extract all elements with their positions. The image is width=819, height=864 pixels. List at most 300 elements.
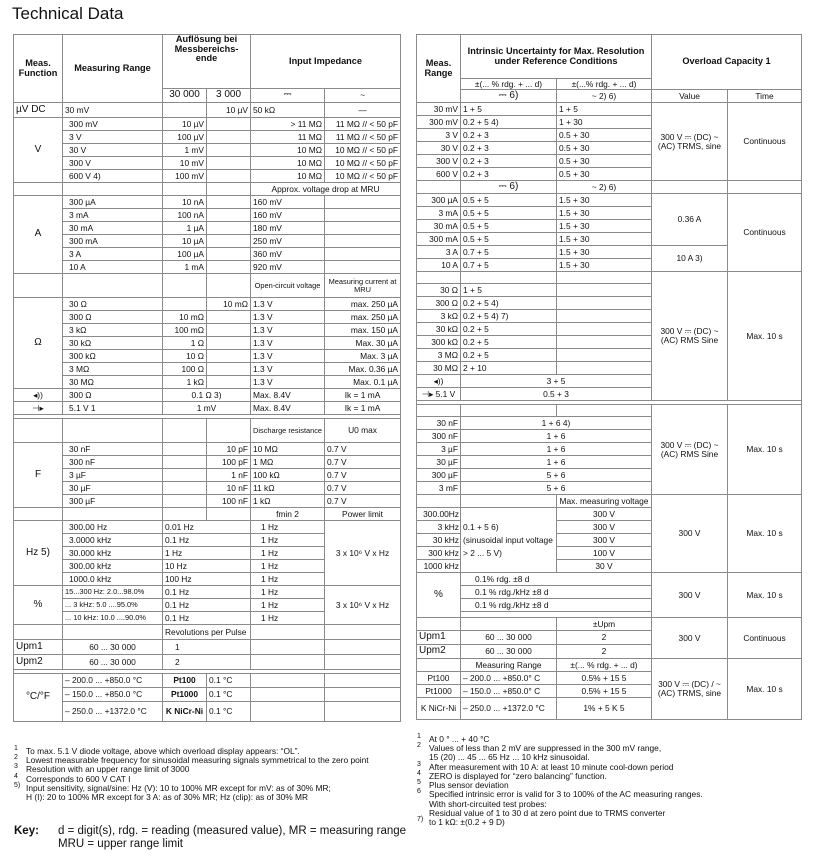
range-cell: 3 mF: [417, 482, 461, 495]
range-cell: 3 µF: [417, 443, 461, 456]
uncertainty-cell: 0.2 + 5: [461, 349, 557, 362]
res-cell: 10 µV: [207, 103, 251, 118]
empty-cell: [207, 508, 251, 521]
measuring-current-cell: Max. 30 µA: [325, 337, 401, 350]
range-cell: 300 V: [63, 157, 163, 170]
empty-cell: [325, 222, 401, 235]
res-cell: 0.1 °C: [207, 702, 251, 722]
res-cell: 1 Ω: [163, 337, 207, 350]
range-cell: ... 3 kHz: 5.0 ....95.0%: [63, 599, 163, 612]
temperature-section: [417, 659, 802, 720]
overload-cell: 300 V: [652, 618, 728, 659]
key-label: Key:: [14, 825, 39, 837]
voltage-drop-cell: 160 mV: [251, 209, 325, 222]
range-cell: 3 kHz: [417, 521, 461, 534]
footnote-text: Lowest measurable frequency for sinusoidal measuring signals symmetrical to the zero point: [26, 755, 369, 766]
empty-cell: [325, 674, 401, 688]
max-voltage-cell: 30 V: [557, 560, 652, 573]
range-cell: 1000 kHz: [417, 560, 461, 573]
empty-cell: [163, 183, 207, 196]
rpm-section: [417, 618, 802, 659]
empty-cell: [557, 336, 652, 349]
uncertainty-cell: 0.7 + 5: [461, 259, 557, 272]
upm1-row: [14, 640, 401, 655]
res-cell: 10 nF: [207, 482, 251, 495]
time-cell: Continuous: [728, 194, 802, 272]
empty-cell: [163, 469, 207, 482]
range-cell: 3 mA: [417, 207, 461, 220]
empty-cell: [207, 274, 251, 298]
capacitance-row: [14, 495, 401, 508]
discharge-cell: 1 MΩ: [251, 456, 325, 469]
resistance-row: [14, 363, 401, 376]
range-cell: – 200.0 ... +850.0° C: [461, 672, 557, 685]
u0max-cell: 0.7 V: [325, 495, 401, 508]
func-temperature: °C/°F: [14, 674, 63, 722]
range-cell: – 250.0 ... +1372.0 °C: [461, 698, 557, 720]
range-cell: 300 mV: [63, 118, 163, 131]
range-cell: 60 ... 30 000: [461, 631, 557, 645]
range-cell: ... 10 kHz: 10.0 ....90.0%: [63, 612, 163, 625]
sensor-cell: Pt1000: [163, 688, 207, 702]
res-cell: [207, 363, 251, 376]
uncertainty-cell: 3 + 5: [461, 375, 652, 388]
power-limit-header: Power limit: [325, 508, 401, 521]
res-cell: 100 Hz: [163, 573, 251, 586]
footnote-text: After measurement with 10 A: at least 10 minute cool-down period: [429, 761, 674, 772]
resistance-row: [14, 337, 401, 350]
empty-cell: [325, 196, 401, 209]
res-cell: [163, 298, 207, 311]
footnote-marker: 2: [417, 742, 421, 750]
resistance-row: [14, 298, 401, 311]
empty-cell: [557, 297, 652, 310]
uncertainty-cell: 0.5 + 30: [557, 155, 652, 168]
footnote-marker: 3: [417, 760, 421, 768]
fmin-cell: 1 Hz: [251, 586, 325, 599]
capacitance-header-row: [14, 419, 401, 443]
empty-cell: [251, 674, 325, 688]
capacitance-section: [417, 405, 802, 495]
footnote-marker: 3: [14, 763, 18, 771]
current-row: [417, 194, 802, 207]
voltage-row: [14, 157, 401, 170]
current-row: [14, 235, 401, 248]
range-cell: 30 MΩ: [63, 376, 163, 389]
max-voltage-header: Max. measuring voltage: [557, 495, 652, 508]
key-legend: [14, 825, 406, 851]
open-circuit-header: Open-circuit voltage: [251, 274, 325, 298]
ac-symbol-icon: ~: [325, 89, 401, 103]
time-cell: Continuous: [728, 618, 802, 659]
open-circuit-cell: 1.3 V: [251, 324, 325, 337]
range-cell: 30.000 kHz: [63, 547, 163, 560]
footnote: [14, 793, 409, 802]
range-cell: 300 mA: [417, 233, 461, 246]
res-cell: 10 Ω: [163, 350, 207, 363]
open-circuit-cell: Max. 8.4V: [251, 389, 325, 402]
sensor-cell: Pt1000: [417, 685, 461, 698]
empty-cell: [461, 272, 557, 284]
overload-cell: 300 V: [652, 573, 728, 618]
duty-cycle-row: [14, 586, 401, 599]
value-cell: 1: [163, 640, 251, 655]
sensor-cell: K NiCr-Ni: [417, 698, 461, 720]
capacitance-row: [14, 482, 401, 495]
empty-cell: [557, 349, 652, 362]
voltage-row: [14, 131, 401, 144]
fmin-cell: 1 Hz: [251, 573, 325, 586]
res-cell: [207, 157, 251, 170]
func-resistance: Ω: [14, 298, 63, 389]
range-cell: 300.00 kHz: [63, 560, 163, 573]
func-capacitance: F: [14, 443, 63, 508]
open-circuit-cell: 1.3 V: [251, 337, 325, 350]
uncertainty-cell: (sinusoidal input voltage: [461, 534, 557, 547]
power-limit-cell: 3 x 10⁶ V x Hz: [325, 586, 401, 625]
uncertainty-cell: 1.5 + 30: [557, 246, 652, 259]
footnote-text: To max. 5.1 V diode voltage, above which overload display appears: “OL”.: [26, 746, 300, 756]
footnote-text: to 1 kΩ: ±(0.2 + 9 D): [429, 817, 505, 828]
res-cell: [163, 103, 207, 118]
empty-cell: [163, 508, 207, 521]
empty-cell: [63, 419, 163, 443]
u0max-cell: 0.7 V: [325, 469, 401, 482]
res-cell: 1 mA: [163, 261, 207, 274]
resistance-row: [14, 376, 401, 389]
open-circuit-cell: 1.3 V: [251, 363, 325, 376]
res-cell: 100 Ω: [163, 363, 207, 376]
header-resolution: Auflösung bei Messbereichs- ende: [163, 35, 251, 89]
range-cell: – 250.0 ... +1372.0 °C: [63, 702, 163, 722]
left-spec-table: [13, 34, 401, 722]
res-cell: 10 mΩ: [163, 311, 207, 324]
frequency-section: [417, 495, 802, 573]
fmin-cell: 1 Hz: [251, 612, 325, 625]
range-cell: 300 nF: [63, 456, 163, 469]
key-line1: d = digit(s), rdg. = reading (measured value), MR = measuring range: [58, 825, 407, 837]
res-cell: 100 nA: [163, 209, 207, 222]
empty-cell: [417, 618, 461, 631]
impedance-cell: 10 MΩ // < 50 pF: [325, 157, 401, 170]
ac-symbol-icon: ~ 2) 6): [557, 181, 652, 194]
open-circuit-cell: 1.3 V: [251, 350, 325, 363]
footnotes-right: [417, 735, 812, 827]
range-cell: 300 kHz: [417, 547, 461, 560]
footnotes-left: [14, 747, 409, 802]
empty-cell: [14, 508, 63, 521]
func-voltage: V: [14, 118, 63, 183]
rpp-header: Revolutions per Pulse: [163, 625, 251, 640]
range-cell: 3.0000 kHz: [63, 534, 163, 547]
range-cell: 300 kΩ: [417, 336, 461, 349]
overload-cell: 300 V ⎓ (DC) ~ (AC) RMS Sine: [652, 272, 728, 401]
res-cell: [207, 324, 251, 337]
uncertainty-cell: 2: [557, 631, 652, 645]
voltage-row: [14, 144, 401, 157]
resistance-row: [14, 311, 401, 324]
empty-cell: [557, 272, 652, 284]
empty-cell: [163, 443, 207, 456]
header-impedance: Input Impedance: [251, 35, 401, 89]
uncertainty-cell: 2: [557, 645, 652, 659]
discharge-header: Discharge resistance: [251, 419, 325, 443]
header-range: Measuring Range: [63, 35, 163, 103]
impedance-cell: 10 MΩ: [251, 170, 325, 183]
max-voltage-cell: 100 V: [557, 547, 652, 560]
measuring-current-cell: Ik = 1 mA: [325, 389, 401, 402]
res-cell: [207, 311, 251, 324]
uncertainty-cell: 0.2 + 3: [461, 142, 557, 155]
rpp-row: [14, 625, 401, 640]
empty-cell: [163, 482, 207, 495]
open-circuit-cell: Max. 8.4V: [251, 402, 325, 415]
range-cell: 30 V: [63, 144, 163, 157]
res-cell: 1 Hz: [163, 547, 251, 560]
res-cell: 100 mΩ: [163, 324, 207, 337]
uncertainty-cell: 0.1 % rdg./kHz ±8 d: [461, 586, 652, 599]
max-voltage-cell: 300 V: [557, 508, 652, 521]
res-cell: 0.1 Hz: [163, 612, 251, 625]
header-uncertainty: Intrinsic Uncertainty for Max. Resolution under Reference Conditions: [461, 35, 652, 79]
res-cell: 0.1 Hz: [163, 599, 251, 612]
discharge-cell: 1 kΩ: [251, 495, 325, 508]
footnote-text: Specified intrinsic error is valid for 3 to 100% of the AC measuring ranges.: [429, 789, 703, 800]
uncertainty-cell: 0.2 + 5: [461, 336, 557, 349]
continuity-icon: ◂)): [14, 389, 63, 402]
range-cell: 3 V: [417, 129, 461, 142]
range-cell: 300 kΩ: [63, 350, 163, 363]
empty-cell: [557, 405, 652, 417]
measuring-current-cell: max. 250 µA: [325, 298, 401, 311]
uncertainty-cell: 0.5 + 5: [461, 220, 557, 233]
res-cell: [207, 118, 251, 131]
uncertainty-cell: 5 + 6: [461, 482, 652, 495]
uncertainty-cell: 1.5 + 30: [557, 207, 652, 220]
uncertainty-cell: 0.2 + 5 4) 7): [461, 310, 557, 323]
resistance-row: [14, 324, 401, 337]
fmin-cell: 1 Hz: [251, 547, 325, 560]
range-cell: 30 kHz: [417, 534, 461, 547]
uncertainty-cell: 0.5 + 3: [461, 388, 652, 401]
current-row: [14, 196, 401, 209]
empty-cell: [417, 495, 461, 508]
res-cell: [207, 261, 251, 274]
overload-cell: 300 V ⎓ (DC) ~ (AC) RMS Sine: [652, 405, 728, 495]
voltage-drop-cell: 250 mV: [251, 235, 325, 248]
range-cell: 30 nF: [417, 417, 461, 430]
frequency-row: [14, 521, 401, 534]
range-cell: 30 mA: [417, 220, 461, 233]
resistance-spacer-row: [417, 272, 802, 284]
overload-cell: 300 V ⎓ (DC) / ~ (AC) TRMS, sine: [652, 659, 728, 720]
func-upm1: Upm1: [14, 640, 63, 655]
range-cell: – 150.0 ... +850.0° C: [461, 685, 557, 698]
range-cell: 1000.0 kHz: [63, 573, 163, 586]
temperature-row: [14, 674, 401, 688]
footnote-marker: 7): [417, 816, 424, 824]
func-current: A: [14, 196, 63, 274]
resistance-header-row: [14, 274, 401, 298]
upm-header: ±Upm: [557, 618, 652, 631]
res-cell: 100 µA: [163, 248, 207, 261]
range-cell: 600 V: [417, 168, 461, 181]
res-cell: [207, 144, 251, 157]
time-cell: Max. 10 s: [728, 272, 802, 401]
uncertainty-cell: 0.5 + 30: [557, 142, 652, 155]
time-cell: Max. 10 s: [728, 495, 802, 573]
discharge-cell: 11 kΩ: [251, 482, 325, 495]
range-cell: 30 kΩ: [417, 323, 461, 336]
measuring-current-cell: max. 150 µA: [325, 324, 401, 337]
res-cell: 10 mΩ: [207, 298, 251, 311]
capacitance-row: [14, 469, 401, 482]
range-cell: 3 kΩ: [417, 310, 461, 323]
header-function: Meas. Function: [14, 35, 63, 103]
footnote-marker: 4: [14, 772, 18, 780]
range-cell: 3 MΩ: [63, 363, 163, 376]
impedance-cell: —: [325, 103, 401, 118]
current-header-row: [417, 181, 802, 194]
empty-cell: [325, 261, 401, 274]
footnote-marker: 1: [14, 745, 18, 752]
res-cell: 10 pF: [207, 443, 251, 456]
res-cell: 10 mV: [163, 157, 207, 170]
overload-cell: 300 V: [652, 495, 728, 573]
page-title: Technical Data: [12, 4, 124, 23]
empty-cell: [417, 405, 461, 417]
empty-cell: [251, 702, 325, 722]
empty-cell: [163, 495, 207, 508]
overload-cell: 10 A 3): [652, 246, 728, 272]
empty-cell: [163, 419, 207, 443]
measuring-current-header: Measuring current at MRU: [325, 274, 401, 298]
overload-cell: 300 V ⎓ (DC) ~ (AC) TRMS, sine: [652, 103, 728, 181]
footnote-text: At 0 ° ... + 40 °C: [429, 734, 490, 744]
header-range: Meas. Range: [417, 35, 461, 103]
footnote-marker: 1: [417, 733, 421, 740]
uncertainty-cell: 0.2 + 5: [461, 323, 557, 336]
sensor-cell: Pt100: [163, 674, 207, 688]
discharge-cell: 10 MΩ: [251, 443, 325, 456]
range-cell: 60 ... 30 000: [63, 655, 163, 670]
empty-cell: [14, 274, 63, 298]
capacitance-row: [14, 443, 401, 456]
uncertainty-cell: 0.2 + 3: [461, 168, 557, 181]
uvdc-row: [417, 103, 802, 116]
header-value: Value: [652, 90, 728, 103]
uncertainty-cell: 1.5 + 30: [557, 233, 652, 246]
uncertainty-cell: 1.5 + 30: [557, 259, 652, 272]
impedance-cell: 11 MΩ // < 50 pF: [325, 118, 401, 131]
header-res-30000: 30 000: [163, 89, 207, 103]
footnote-marker: 6: [417, 788, 421, 796]
footnote-text: Input sensitivity, signal/sine: Hz (V): 10 to 100% MR except for mV: as of 30% MR;: [26, 782, 331, 793]
range-cell: 10 A: [417, 259, 461, 272]
voltage-drop-cell: 160 mV: [251, 196, 325, 209]
header-unc-a: ±(... % rdg. + ... d): [461, 79, 557, 90]
key-line2: MRU = upper range limit: [58, 838, 183, 851]
range-cell: 300 µA: [417, 194, 461, 207]
range-cell: 300 Ω: [417, 297, 461, 310]
cont-row: [14, 389, 401, 402]
range-cell: 300 Ω: [63, 389, 163, 402]
footnote-text: Corresponds to 600 V CAT I: [26, 773, 131, 784]
footnote-text: Residual value of 1 to 30 d at zero point due to TRMS converter: [429, 807, 666, 818]
uncertainty-cell: 1.5 + 30: [557, 194, 652, 207]
empty-cell: [207, 419, 251, 443]
diode-icon: ⊣▸: [14, 402, 63, 415]
empty-cell: [14, 183, 63, 196]
empty-cell: [652, 181, 728, 194]
footnote-text: Resolution with an upper range limit of 3000: [26, 764, 190, 775]
measuring-current-cell: Ik = 1 mA: [325, 402, 401, 415]
impedance-cell: 10 MΩ // < 50 pF: [325, 170, 401, 183]
range-cell: 300 Ω: [63, 311, 163, 324]
current-row: [14, 209, 401, 222]
empty-cell: [557, 284, 652, 297]
func-frequency: Hz 5): [14, 521, 63, 586]
footnote: [417, 818, 812, 827]
range-cell: 30 mA: [63, 222, 163, 235]
current-header-row: [14, 183, 401, 196]
uncertainty-cell: 1 + 5: [461, 103, 557, 116]
current-row: [14, 248, 401, 261]
open-circuit-cell: 1.3 V: [251, 298, 325, 311]
header-time: Time: [728, 90, 802, 103]
uncertainty-cell: 0.5 + 30: [557, 129, 652, 142]
duty-cycle-section: [417, 573, 802, 618]
time-cell: Max. 10 s: [728, 405, 802, 495]
empty-cell: [417, 272, 461, 284]
res-cell: [207, 170, 251, 183]
range-cell: 30 MΩ: [417, 362, 461, 375]
temperature-section: [14, 674, 401, 722]
res-cell: 10 nA: [163, 196, 207, 209]
range-cell: 30 µF: [417, 456, 461, 469]
empty-cell: [557, 362, 652, 375]
res-cell: [207, 196, 251, 209]
empty-cell: [325, 688, 401, 702]
u0max-cell: 0.7 V: [325, 482, 401, 495]
uncertainty-cell: 0.5 + 5: [461, 207, 557, 220]
resistance-row: [14, 350, 401, 363]
voltage-drop-header: Approx. voltage drop at MRU: [251, 183, 401, 196]
range-cell: 60 ... 30 000: [461, 645, 557, 659]
range-cell: 30 µF: [63, 482, 163, 495]
res-cell: 0.1 °C: [207, 688, 251, 702]
footnote-text: Values of less than 2 mV are suppressed in the 300 mV range,: [429, 743, 662, 754]
func-duty-cycle: %: [14, 586, 63, 625]
measuring-current-cell: Max. 0.36 µA: [325, 363, 401, 376]
res-cell: 0.1 °C: [207, 674, 251, 688]
max-voltage-cell: 300 V: [557, 534, 652, 547]
res-cell: 0.1 Ω 3): [163, 389, 251, 402]
range-cell: 30 mV: [417, 103, 461, 116]
res-cell: 10 µA: [163, 235, 207, 248]
range-cell: 300.00Hz: [417, 508, 461, 521]
fmin-cell: 1 Hz: [251, 599, 325, 612]
resistance-section: [14, 274, 401, 415]
res-cell: [207, 350, 251, 363]
open-circuit-cell: 1.3 V: [251, 311, 325, 324]
empty-cell: [63, 183, 163, 196]
measuring-current-cell: max. 250 µA: [325, 311, 401, 324]
func-upm2: Upm2: [14, 655, 63, 670]
range-cell: 30 Ω: [63, 298, 163, 311]
uncertainty-cell: 2 + 10: [461, 362, 557, 375]
measuring-current-cell: Max. 0.1 µA: [325, 376, 401, 389]
